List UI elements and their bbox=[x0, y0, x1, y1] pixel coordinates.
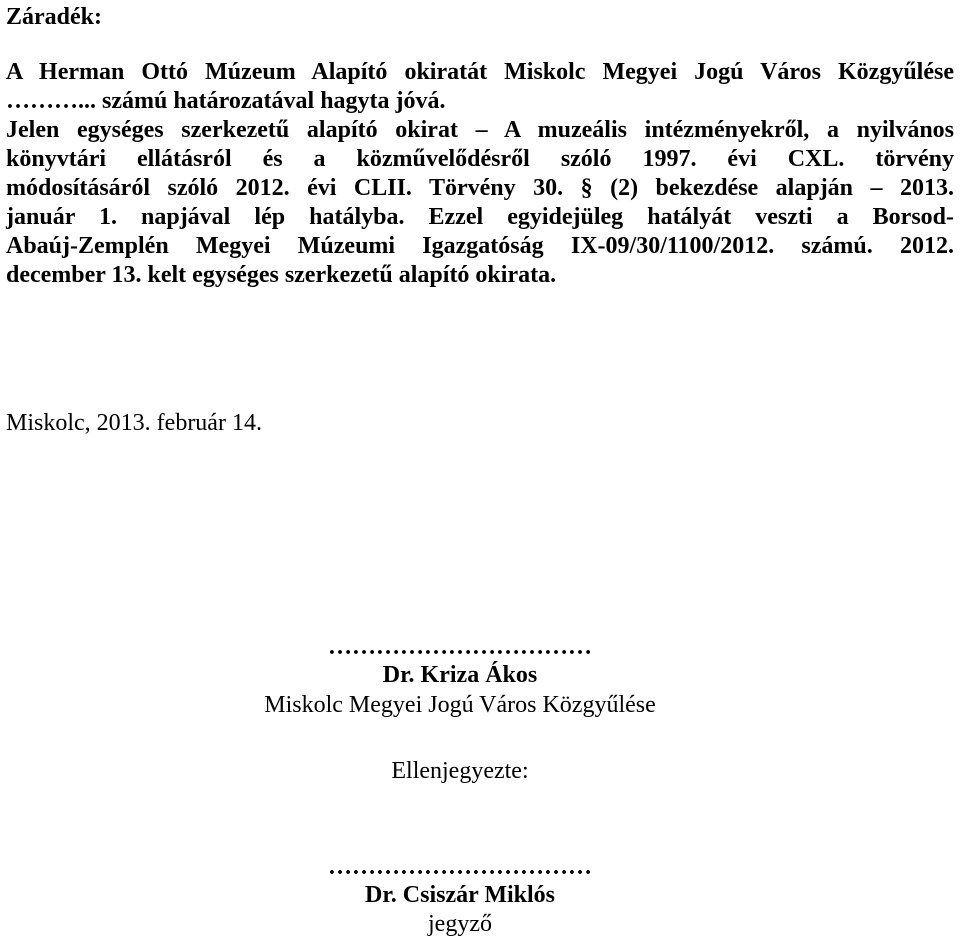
signatory-title-2: jegyző bbox=[428, 911, 492, 937]
clause-heading: Záradék: bbox=[6, 4, 102, 30]
signature-line-1: …………………………… bbox=[328, 634, 592, 660]
clause-body bbox=[6, 58, 954, 290]
place-and-date: Miskolc, 2013. február 14. bbox=[6, 410, 262, 436]
signatory-title-1: Miskolc Megyei Jogú Város Közgyűlése bbox=[264, 692, 656, 718]
clause-line-6: január 1. napjával lép hatályba. Ezzel egyidejüleg hatályát veszti a Borsod- bbox=[6, 204, 954, 230]
clause-line-4: könyvtári ellátásról és a közművelődésről szóló 1997. évi CXL. törvény bbox=[6, 146, 954, 172]
signature-line-2: …………………………… bbox=[328, 854, 592, 880]
clause-line-1: A Herman Ottó Múzeum Alapító okiratát Miskolc Megyei Jogú Város Közgyűlése bbox=[6, 59, 954, 85]
clause-line-2: ………... számú határozatával hagyta jóvá. bbox=[6, 88, 446, 114]
clause-line-7: Abaúj-Zemplén Megyei Múzeumi Igazgatóság IX-09/30/1100/2012. számú. 2012. bbox=[6, 233, 954, 259]
signatory-name-2: Dr. Csiszár Miklós bbox=[364, 882, 555, 908]
clause-line-5: módosításáról szóló 2012. évi CLII. Törvény 30. § (2) bekezdése alapján – 2013. bbox=[6, 175, 954, 201]
clause-line-8: december 13. kelt egységes szerkezetű alapító okirata. bbox=[6, 262, 557, 288]
clause-line-3: Jelen egységes szerkezetű alapító okirat – A muzeális intézményekről, a nyilvános bbox=[6, 117, 954, 143]
signatory-name-1: Dr. Kriza Ákos bbox=[382, 662, 538, 688]
countersign-label: Ellenjegyezte: bbox=[391, 758, 529, 784]
